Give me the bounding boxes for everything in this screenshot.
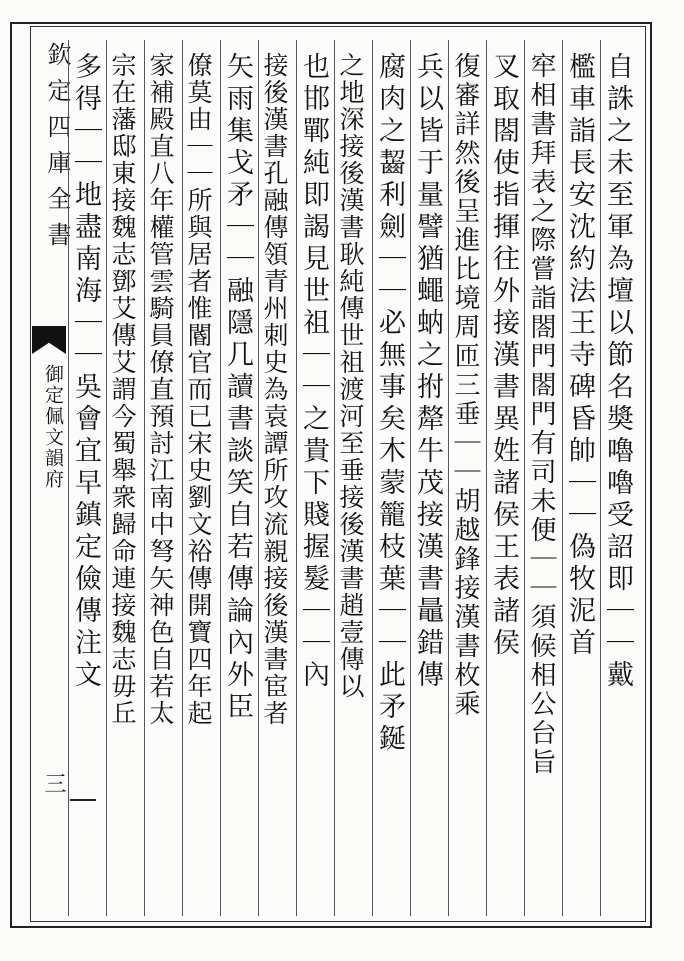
text-column-15: 多得｜｜地盡南海｜｜吳會宜早鎮定儉傳注文 <box>70 52 101 692</box>
page-number-rule <box>70 799 96 801</box>
column-rule <box>220 40 221 916</box>
fishtail-mark-icon <box>32 326 66 354</box>
text-column-8: 之地深接後漢書耿純傳世祖渡河至垂接後漢書趙壹傳以 <box>336 52 365 700</box>
column-rule <box>372 40 373 916</box>
column-rule <box>258 40 259 916</box>
text-column-9: 也邯鄲純即謁見世祖｜｜之貴下賤握髮｜｜內 <box>298 52 329 692</box>
text-column-10: 接後漢書孔融傳領青州刺史為袁譚所攻流親接後漢書宦者 <box>260 52 289 727</box>
text-column-12: 僚莫由｜｜所與居者惟閽官而已宋史劉文裕傳開寶四年起 <box>184 52 213 727</box>
series-title: 欽定四庫全書 <box>43 42 71 258</box>
column-rule <box>182 40 183 916</box>
column-rule <box>68 40 69 916</box>
column-rule <box>334 40 335 916</box>
page-number: 三 <box>41 772 66 796</box>
text-column-5: 復審詳然後呈進比境周匝三垂｜｜胡越鋒接漢書枚乘 <box>450 52 480 719</box>
text-column-2: 檻車詣長安沈約法王寺碑昏帥｜｜偽牧泥首 <box>564 52 595 660</box>
text-column-6: 兵以皆于量譬猶蠅蚋之拊犛牛茂接漢書鼂錯傳 <box>412 52 443 692</box>
text-column-3: 窂相書拜表之際嘗詣閤門閤門有司未便｜｜須候相公台旨 <box>526 52 556 777</box>
column-rule <box>296 40 297 916</box>
column-rule <box>600 40 601 916</box>
column-rule <box>562 40 563 916</box>
text-column-4: 叉取閤使指揮往外接漢書異姓諸侯王表諸侯 <box>488 52 519 660</box>
text-column-1: 自誅之未至軍為壇以節名奬嚕嚕受詔即｜｜戴 <box>602 52 633 692</box>
column-rule <box>486 40 487 916</box>
column-rule <box>410 40 411 916</box>
column-rule <box>448 40 449 916</box>
column-rule <box>524 40 525 916</box>
text-column-13: 家補殿直八年權管雲騎員僚直預討江南中弩矢神色自若太 <box>146 52 175 727</box>
book-title: 御定佩文韻府 <box>42 364 64 490</box>
page-margin-strip <box>34 34 71 914</box>
column-rule <box>144 40 145 916</box>
text-column-11: 矢雨集戈矛｜｜融隱几讀書談笑自若傳論內外臣 <box>222 52 253 724</box>
text-column-14: 宗在藩邸東接魏志鄧艾傳艾謂今蜀舉衆歸命連接魏志毋丘 <box>108 52 137 727</box>
column-rule <box>106 40 107 916</box>
text-column-7: 腐肉之齧利劍｜｜必無事矣木蒙籠枝葉｜｜此矛鋋 <box>374 52 405 756</box>
